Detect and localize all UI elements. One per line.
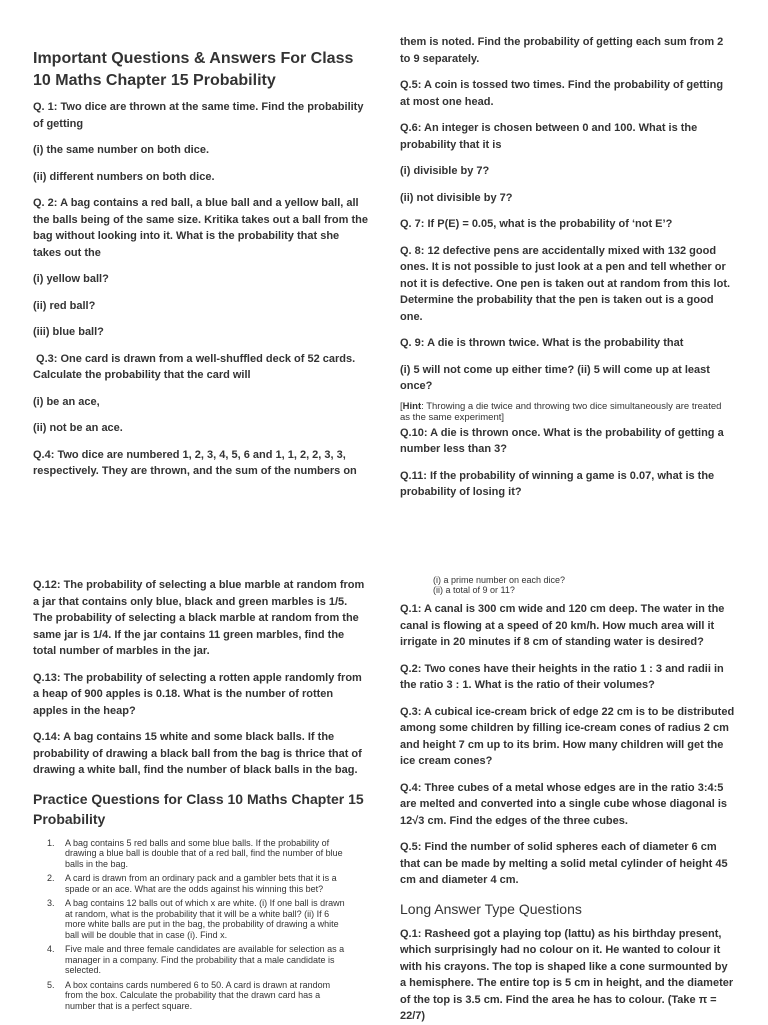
- list-item: 1. A bag contains 5 red balls and some blue balls. If the probability of drawing a blue ball is double that of a red ball, find the number of blue balls in the bag.: [47, 837, 343, 869]
- question-11: Q.11: If the probability of winning a game is 0.07, what is the probability of losing it?: [400, 469, 715, 498]
- question-8: Q. 8: 12 defective pens are accidentally mixed with 132 good ones. It is not possible to just look at a pen and tell whether or not it is defective. One pen is taken out at random from this lot. Determine the probability that the pen is taken out is a good one.: [400, 244, 731, 323]
- long-answer-heading: Long Answer Type Questions: [400, 900, 582, 917]
- short-question-2: Q.2: Two cones have their heights in the ratio 1 : 3 and radii in the ratio 3 : 1. What is the ratio of their volumes?: [400, 662, 724, 691]
- q2-option-ii: (ii) red ball?: [33, 299, 96, 312]
- question-12: Q.12: The probability of selecting a blue marble at random from a jar that contains only blue, black and green marbles is 1/5. The probability of selecting a black marble at random from the same jar is 1/4. If the jar contains 11 green marbles, find the total number of marbles in the jar.: [33, 579, 365, 657]
- page-title: Important Questions & Answers For Class 10 Maths Chapter 15 Probability: [33, 50, 354, 89]
- question-4-continued: them is noted. Find the probability of getting each sum from 2 to 9 separately.: [400, 36, 724, 65]
- list-item: 3. A bag contains 12 balls out of which x are white. (i) If one ball is drawn at random, what is the probability that it will be a white ball? (ii) If 6 more white balls are put in the bag, the probability of drawing a white ball will be double that in case (i). Find x.: [47, 898, 345, 940]
- question-7: Q. 7: If P(E) = 0.05, what is the probability of ‘not E’?: [400, 218, 673, 230]
- question-13: Q.13: The probability of selecting a rotten apple randomly from a heap of 900 apples is 0.18. What is the number of rotten apples in the heap?: [33, 671, 362, 717]
- q3-option-i: (i) be an ace,: [33, 395, 100, 408]
- q1-option-ii: (ii) different numbers on both dice.: [33, 170, 215, 183]
- short-question-4: Q.4: Three cubes of a metal whose edges are in the ratio 3:4:5 are melted and converted into a single cube whose diagonal is 12√3 cm. Find the edges of the three cubes.: [400, 781, 728, 827]
- q6-option-ii: (ii) not divisible by 7?: [400, 191, 513, 204]
- q1-option-i: (i) the same number on both dice.: [33, 144, 210, 156]
- question-14: Q.14: A bag contains 15 white and some black balls. If the probability of drawing a black ball from the bag is thrice that of drawing a white ball, find the number of black balls in the bag.: [33, 731, 362, 776]
- q3-option-ii: (ii) not be an ace.: [33, 422, 123, 434]
- q6-option-i: (i) divisible by 7?: [400, 165, 490, 177]
- sub-options: (i) a prime number on each dice? (ii) a total of 9 or 11?: [433, 575, 566, 595]
- practice-title: Practice Questions for Class 10 Maths Chapter 15 Probability: [33, 790, 364, 827]
- question-6: Q.6: An integer is chosen between 0 and 100. What is the probability that it is: [400, 122, 698, 151]
- question-9: Q. 9: A die is thrown twice. What is the probability that: [400, 337, 684, 349]
- q2-option-i: (i) yellow ball?: [33, 273, 109, 285]
- list-item: 4. Five male and three female candidates are available for selection as a manager in a company. Find the probability that a male candidate is selected.: [47, 944, 345, 975]
- list-item: 5. A box contains cards numbered 6 to 50. A card is drawn at random from the box. Calculate the probability that the drawn card has a number that is a perfect square.: [47, 979, 331, 1011]
- short-question-1: Q.1: A canal is 300 cm wide and 120 cm deep. The water in the canal is flowing at a speed of 20 km/h. How much area will it irrigate in 20 minutes if 8 cm of standing water is desired?: [400, 603, 725, 648]
- question-10: Q.10: A die is thrown once. What is the probability of getting a number less than 3?: [400, 426, 724, 455]
- question-4: Q.4: Two dice are numbered 1, 2, 3, 4, 5, 6 and 1, 1, 2, 2, 3, 3, respectively. They are thrown, and the sum of the numbers on: [33, 448, 357, 477]
- question-2: Q. 2: A bag contains a red ball, a blue ball and a yellow ball, all the balls being of the same size. Kritika takes out a ball from the bag without looking into it. What is the probability that she takes out the: [33, 197, 368, 259]
- right-top-column: [400, 34, 745, 501]
- right-bottom-column: [400, 575, 745, 1025]
- short-question-5: Q.5: Find the number of solid spheres each of diameter 6 cm that can be made by melting a solid metal cylinder of height 45 cm and diameter 4 cm.: [400, 841, 728, 886]
- short-question-3: Q.3: A cubical ice-cream brick of edge 22 cm is to be distributed among some children by filling ice-cream cones of radius 2 cm and height 7 cm up to its brim. How many children will get the ice cream cones?: [400, 705, 735, 767]
- practice-list: [33, 838, 373, 1012]
- question-1: Q. 1: Two dice are thrown at the same time. Find the probability of getting: [33, 101, 364, 130]
- q2-option-iii: (iii) blue ball?: [33, 326, 104, 338]
- left-bottom-column: [33, 577, 373, 1015]
- hint-note: [Hint: Throwing a die twice and throwing two dice simultaneously are treated as the same experiment]: [400, 400, 722, 423]
- list-item: 2. A card is drawn from an ordinary pack and a gambler bets that it is a spade or an ace. What are the odds against his winning this bet?: [47, 873, 337, 894]
- long-question-1: Q.1: Rasheed got a playing top (lattu) as his birthday present, which surprisingly had no colour on it. He wanted to colour it with his crayons. The top is shaped like a cone surmounted by a hemisphere. The entire top is 5 cm in height, and the diameter of the top is 3.5 cm. Find the area he has to colour. (Take π = 22/7): [400, 927, 734, 1022]
- left-top-column: [33, 48, 373, 480]
- question-5: Q.5: A coin is tossed two times. Find the probability of getting at most one head.: [400, 79, 724, 108]
- q9-options: (i) 5 will not come up either time? (ii) 5 will come up at least once?: [400, 363, 710, 392]
- question-3: Q.3: One card is drawn from a well-shuffled deck of 52 cards. Calculate the probability that the card will: [33, 352, 356, 381]
